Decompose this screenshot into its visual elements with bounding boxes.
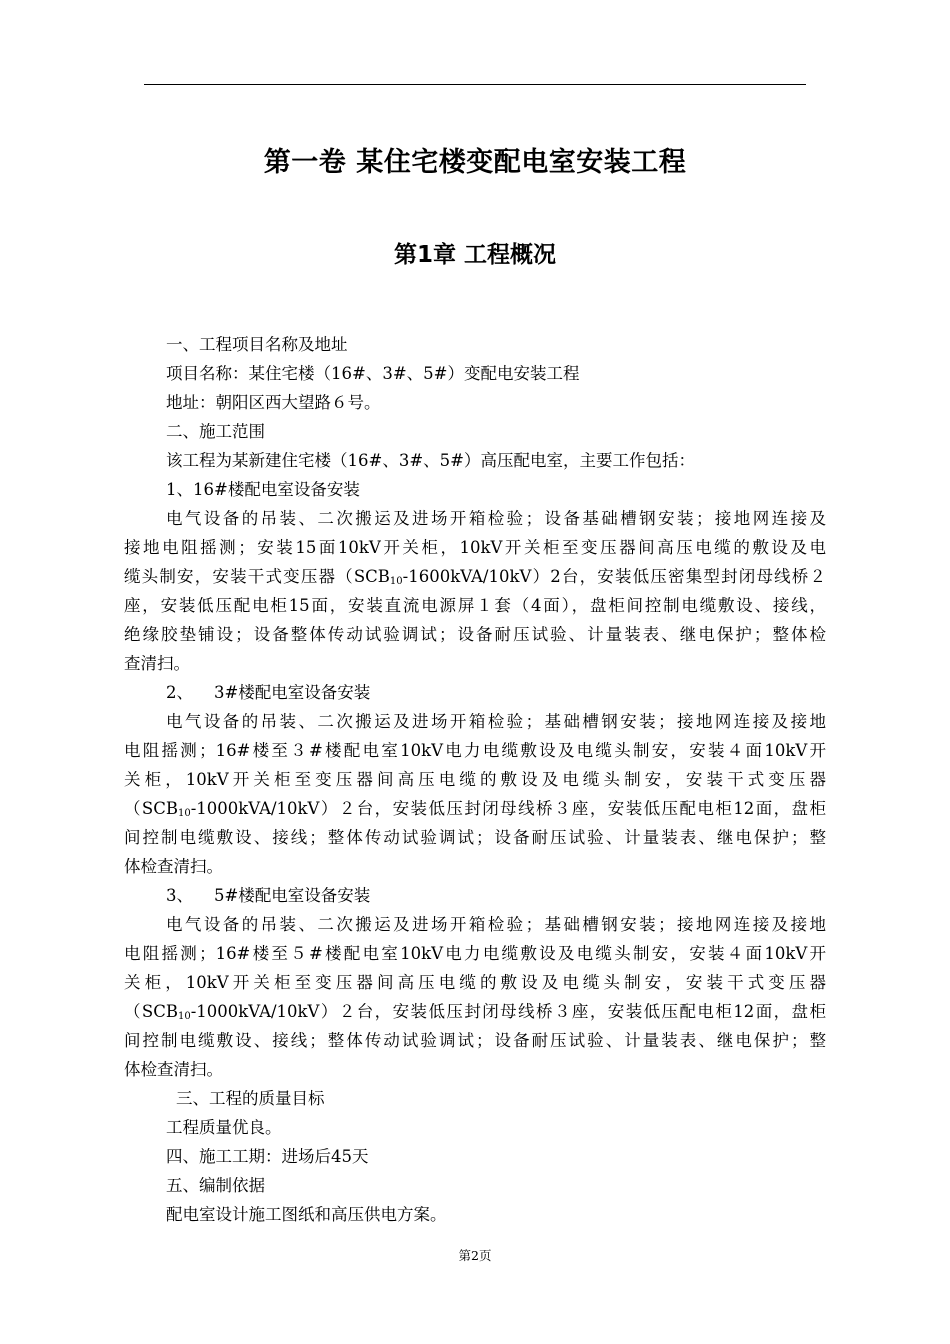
paragraph-line: 绝缘胶垫铺设；设备整体传动试验调试；设备耐压试验、计量装表、继电保护；整体检 — [124, 625, 826, 644]
quality-goal: 工程质量优良。 — [166, 1118, 282, 1137]
subscript: 10 — [177, 808, 191, 819]
chapter-title: 第1章 工程概况 — [393, 242, 556, 268]
paragraph-line: 电气设备的吊装、二次搬运及进场开箱检验；设备基础槽钢安装；接地网连接及 — [166, 509, 826, 528]
project-name: 项目名称：某住宅楼（16#、3#、5#）变配电安装工程 — [166, 364, 580, 383]
paragraph-line — [124, 562, 826, 591]
section-heading: 四、施工工期：进场后45天 — [166, 1147, 369, 1166]
paragraph-line: 关柜，10kV开关柜至变压器间高压电缆的敷设及电缆头制安，安装干式变压器 — [124, 973, 826, 992]
section-heading: 五、编制依据 — [166, 1176, 265, 1195]
volume-title: 第一卷 某住宅楼变配电室安装工程 — [263, 147, 687, 178]
page-number: 第2页 — [458, 1248, 492, 1263]
line-text: 缆头制安，安装干式变压器（SCB — [124, 567, 390, 586]
paragraph-line: 电气设备的吊装、二次搬运及进场开箱检验；基础槽钢安装；接地网连接及接地 — [166, 712, 826, 731]
paragraph-line: 关柜，10kV开关柜至变压器间高压电缆的敷设及电缆头制安，安装干式变压器 — [124, 770, 826, 789]
subscript: 10 — [389, 576, 403, 587]
section-heading: 三、工程的质量目标 — [176, 1089, 325, 1108]
document-body — [124, 330, 826, 1229]
line-text: （SCB — [124, 799, 178, 818]
paragraph-line: 电气设备的吊装、二次搬运及进场开箱检验；基础槽钢安装；接地网连接及接地 — [166, 915, 826, 934]
paragraph-line — [124, 794, 826, 823]
paragraph-line: 电阻摇测；16#楼至３#楼配电室10kV电力电缆敷设及电缆头制安，安装４面10kV开 — [124, 741, 826, 760]
section-heading: 一、工程项目名称及地址 — [166, 335, 348, 354]
line-text: （SCB — [124, 1002, 178, 1021]
subsection-paragraph — [124, 910, 826, 1084]
basis-text: 配电室设计施工图纸和高压供电方案。 — [166, 1205, 447, 1224]
paragraph-line — [124, 997, 826, 1026]
scope-intro: 该工程为某新建住宅楼（16#、3#、5#）高压配电室，主要工作包括： — [166, 451, 695, 470]
section-heading: 二、施工范围 — [166, 422, 265, 441]
line-text: -1000kVA/10kV）２台，安装低压封闭母线桥３座，安装低压配电柜12面，盘柜 — [190, 799, 826, 818]
subsection-heading: 2、 3#楼配电室设备安装 — [166, 683, 371, 702]
paragraph-line: 体检查清扫。 — [124, 1060, 223, 1079]
header-rule — [144, 84, 806, 85]
paragraph-line: 电阻摇测；16#楼至５#楼配电室10kV电力电缆敷设及电缆头制安，安装４面10kV开 — [124, 944, 826, 963]
subscript: 10 — [177, 1011, 191, 1022]
paragraph-line: 间控制电缆敷设、接线；整体传动试验调试；设备耐压试验、计量装表、继电保护；整 — [124, 1031, 826, 1050]
subsection-paragraph — [124, 707, 826, 881]
paragraph-line: 间控制电缆敷设、接线；整体传动试验调试；设备耐压试验、计量装表、继电保护；整 — [124, 828, 826, 847]
paragraph-line: 座，安装低压配电柜15面，安装直流电源屏１套（4面），盘柜间控制电缆敷设、接线， — [124, 596, 826, 615]
subsection-heading: 3、 5#楼配电室设备安装 — [166, 886, 371, 905]
line-text: -1000kVA/10kV）２台，安装低压封闭母线桥３座，安装低压配电柜12面，盘柜 — [190, 1002, 826, 1021]
line-text: -1600kVA/10kV）2台，安装低压密集型封闭母线桥２ — [402, 567, 826, 586]
paragraph-line: 查清扫。 — [124, 654, 190, 673]
subsection-paragraph — [124, 504, 826, 678]
paragraph-line: 接地电阻摇测；安装15面10kV开关柜，10kV开关柜至变压器间高压电缆的敷设及电 — [124, 538, 826, 557]
subsection-heading: 1、16#楼配电室设备安装 — [166, 480, 360, 499]
paragraph-line: 体检查清扫。 — [124, 857, 223, 876]
project-address: 地址：朝阳区西大望路６号。 — [166, 393, 381, 412]
